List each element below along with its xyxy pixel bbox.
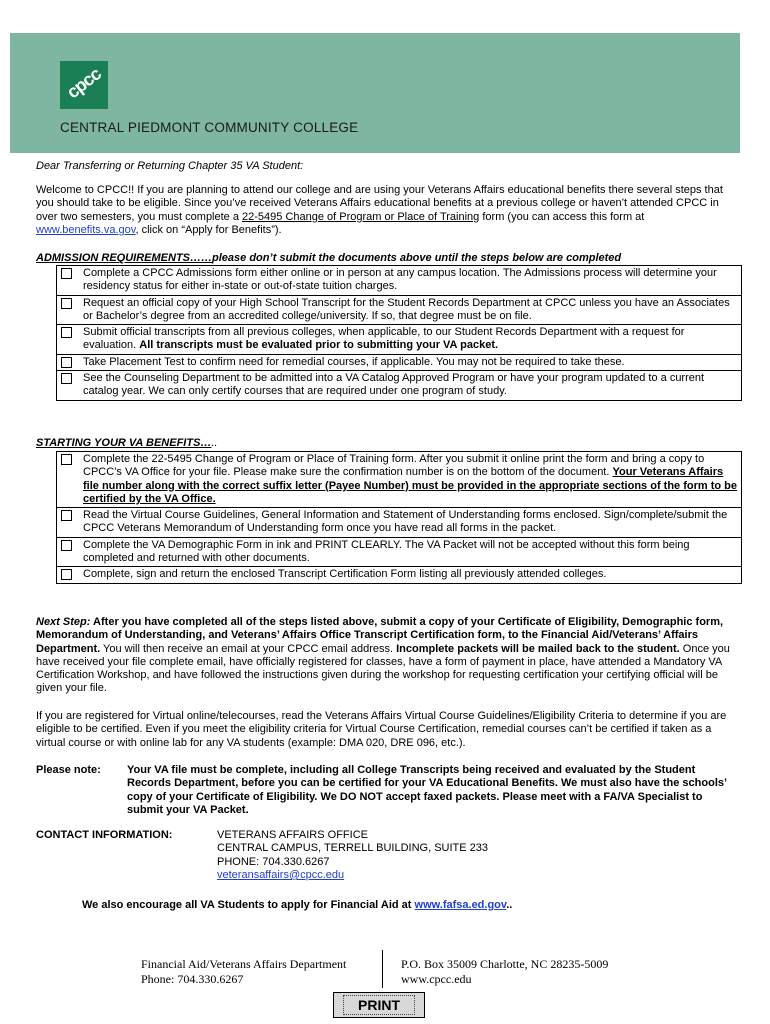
checkbox[interactable] [61,540,72,551]
next-step-label: Next Step: [36,616,91,628]
contact-block [217,829,617,882]
please-note-text: Your VA file must be complete, including all College Transcripts being received and evaluated by the Student Records Department, before you can be certified for your VA Educational Benefits. We must also have the schools’ copy of your Certificate of Eligibility. We DO NOT accept faxed packets. Please meet with a FA/VA Specialist to submit your VA Packet. [127,764,727,816]
checklist-bold-text: Your Veterans Affairs file number along with the correct suffix letter (Payee Number) must be provided in the appropriate sections of the form to be certified by the VA Office. [83,466,737,505]
starting-checklist [56,451,742,584]
contact-label: CONTACT INFORMATION: [36,829,173,841]
checkbox[interactable] [61,569,72,580]
fafsa-text: We also encourage all VA Students to apply for Financial Aid at [82,899,415,911]
footer-left [141,957,346,987]
header-banner [10,33,740,153]
checklist-row [57,325,741,355]
footer-divider [382,950,383,988]
next-step-text-2: Once you have received your file complete email, have officially registered for classes, have a form of payment in place, have attended a Mandatory VA Certification Workshop, and have followed the instructions given during the workshop for requesting certification your certifying official will be given your file. [36,642,730,695]
fafsa-line [82,899,732,912]
intro-text-3: , click on “Apply for Benefits”). [135,223,282,236]
checklist-row [57,567,741,582]
checklist-text: Complete, sign and return the enclosed Transcript Certification Form listing all previously attended colleges. [83,568,607,581]
checklist-row [57,296,741,326]
fafsa-end: .. [506,899,513,911]
checklist-row [57,355,741,371]
footer-right [401,957,608,987]
checklist-text: Submit official transcripts from all previous colleges, when applicable, to our Student Records Department with a request for evaluation. [83,326,685,352]
form-name: 22-5495 Change of Program or Place of Training [242,210,480,223]
fafsa-link[interactable]: www.fafsa.ed.gov [414,899,507,911]
contact-phone: PHONE: 704.330.6267 [217,855,330,868]
checklist-text: Take Placement Test to confirm need for remedial courses, if applicable. You may not be required to take these. [83,355,625,368]
please-note-label: Please note: [36,764,101,776]
checkbox[interactable] [61,373,72,384]
checklist-text: Complete the 22-5495 Change of Program or Place of Training form. After you submit it online print the form and bring a copy to CPCC’s VA Office for your file. Please make sure the confirmation number is on the bottom of the document. [83,453,705,479]
checkbox[interactable] [61,357,72,368]
greeting: Dear Transferring or Returning Chapter 35 VA Student: [36,160,304,172]
next-step-bold-1: After you have completed all of the steps listed above, submit a copy of your Certificate of Eligibility, Demographic form, Memorandum of Understanding, and Veterans’ Affairs Office Transcript Certification form, to the Financial Aid/Veterans’ Affairs Department. [36,616,724,655]
checklist-row [57,371,741,400]
checklist-row [57,266,741,296]
starting-heading [36,437,218,449]
checklist-text: See the Counseling Department to be admitted into a VA Catalog Approved Program or have your program updated to a current catalog year. We can only certify courses that are required under one program of study. [83,372,705,398]
footer-website: www.cpcc.edu [401,972,472,986]
checklist-row [57,452,741,508]
checklist-text: Complete the VA Demographic Form in ink and PRINT CLEARLY. The VA Packet will not be accepted without this form being completed and returned with other documents. [83,538,690,565]
college-name: CENTRAL PIEDMONT COMMUNITY COLLEGE [60,120,359,135]
admission-heading [36,252,621,264]
checklist-bold-text: All transcripts must be evaluated prior to submitting your VA packet. [139,339,499,352]
next-step-text-1: You will then receive an email at your CPCC email address. [100,642,397,655]
footer-phone: Phone: 704.330.6267 [141,972,244,986]
intro-text-1: Welcome to CPCC!! If you are planning to attend our college and are using your Veterans Affairs educational benefits there several steps that you should take to be eligible. Since you’ve received Veterans Affairs educational benefits at a previous college or haven’t attended CPCC in over two semesters, you must complete a [36,184,723,223]
contact-email-link[interactable]: veteransaffairs@cpcc.edu [217,868,345,881]
contact-address: CENTRAL CAMPUS, TERRELL BUILDING, SUITE 233 [217,842,488,855]
intro-paragraph [36,184,742,237]
starting-heading-rest: .. [211,437,218,449]
admission-heading-rest: please don’t submit the documents above until the steps below are completed [212,252,622,264]
checkbox[interactable] [61,298,72,309]
admission-checklist [56,265,742,401]
checkbox[interactable] [61,510,72,521]
virtual-course-paragraph: If you are registered for Virtual online/telecourses, read the Veterans Affairs Virtual Course Guidelines/Eligibility Criteria to determine if you are eligible to be certified. Even if you meet the eligibility criteria for Virtual Course Certification, remedial courses can’t be certified if taken as a virtual course or with online lab for any VA students (example: DMA 020, DRE 096, etc.). [36,710,727,749]
checklist-row [57,508,741,538]
checklist-text: Complete a CPCC Admissions form either online or in person at any campus location. The Admissions process will determine your residency status for either in-state or out-of-state tuition charges. [83,267,717,293]
checklist-text: Request an official copy of your High School Transcript for the Student Records Department at CPCC unless you have an Associates or Bachelor’s degree from an accredited college/university. If so, that degree must be on file. [83,296,730,322]
benefits-link[interactable]: www.benefits.va.gov [36,223,136,236]
starting-heading-title: STARTING YOUR VA BENEFITS… [36,437,212,449]
checklist-row [57,538,741,568]
intro-text-2: form (you can access this form at [479,210,645,223]
checkbox[interactable] [61,454,72,465]
contact-office: VETERANS AFFAIRS OFFICE [217,829,368,841]
print-button[interactable] [333,992,425,1018]
logo-text: cpcc [62,63,105,103]
print-button-label: PRINT [343,995,415,1015]
checkbox[interactable] [61,268,72,279]
cpcc-logo [60,61,108,109]
next-step-bold-2: Incomplete packets will be mailed back to the student. [396,642,680,655]
checkbox[interactable] [61,327,72,338]
footer-po-box: P.O. Box 35009 Charlotte, NC 28235-5009 [401,957,609,971]
admission-heading-title: ADMISSION REQUIREMENTS…… [36,252,213,264]
footer-department: Financial Aid/Veterans Affairs Department [141,957,347,971]
checklist-text: Read the Virtual Course Guidelines, General Information and Statement of Understanding forms enclosed. Sign/complete/submit the CPCC Veterans Memorandum of Understanding form once you have read all forms in the packet. [83,509,728,535]
next-step-paragraph [36,616,742,696]
